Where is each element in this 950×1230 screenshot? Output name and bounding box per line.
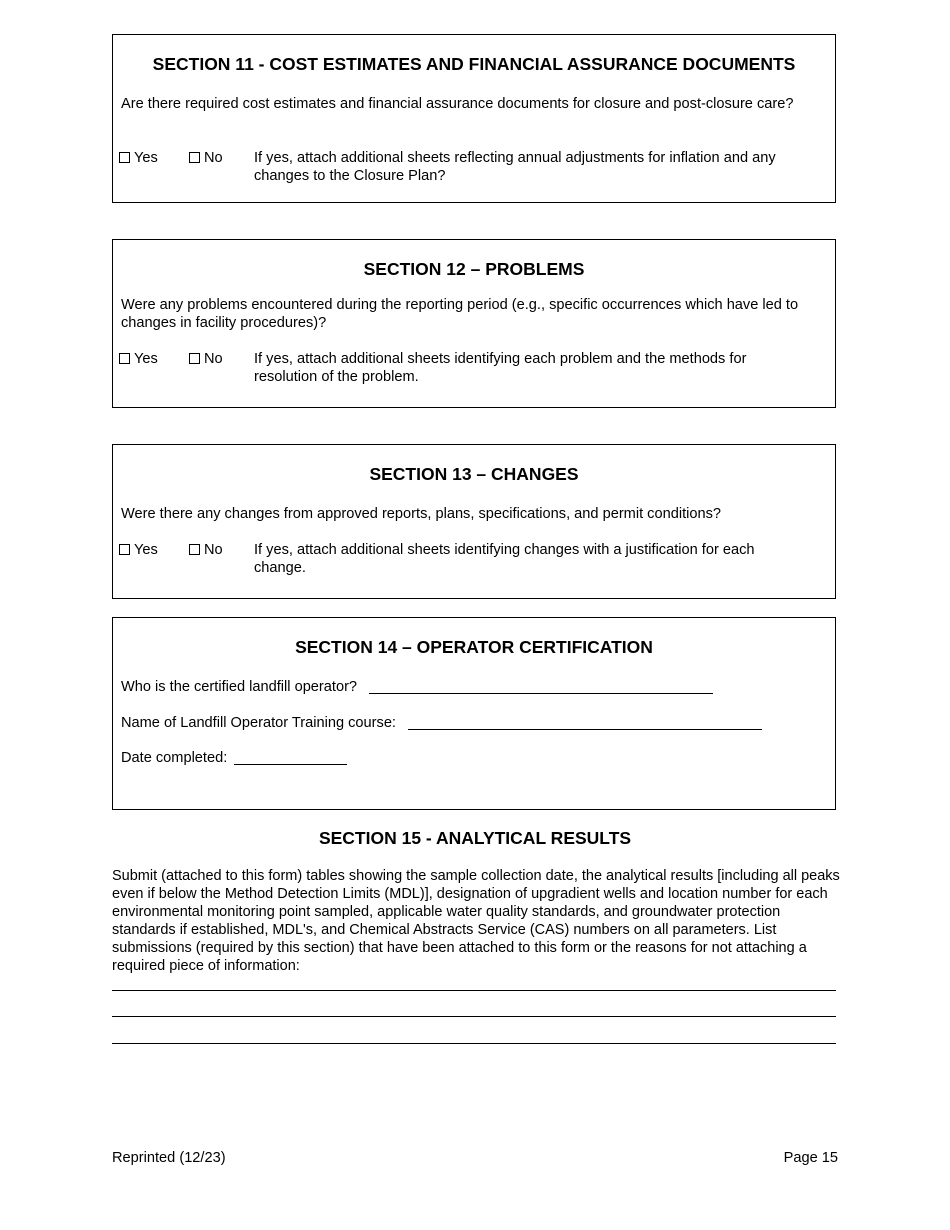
section-13-yes-checkbox[interactable] [119, 544, 130, 555]
section-11-note: If yes, attach additional sheets reflecting annual adjustments for inflation and any changes to the Closure Plan? [254, 150, 776, 184]
yes-label: Yes [134, 150, 158, 166]
section-12-no-checkbox[interactable] [189, 353, 200, 364]
section-15-body: Submit (attached to this form) tables showing the sample collection date, the analytical results [including all peaks even if below the Method Detection Limits (MDL)], designation of upgradient wells and location number for each environmental monitoring point sampled, applicable water quality standards, and groundwater protection standards if established, MDL's, and Chemical Abstracts Service (CAS) numbers on all parameters. List submissions (required by this section) that have been attached to this form or the reasons for not attaching a required piece of information: [112, 868, 840, 974]
course-row [121, 714, 762, 732]
footer-reprint-date: Reprinted (12/23) [112, 1150, 226, 1166]
course-label: Name of Landfill Operator Training course: [121, 715, 396, 731]
section-11-box [112, 34, 836, 203]
operator-input-line[interactable] [369, 679, 713, 694]
yes-label: Yes [134, 351, 158, 367]
date-input-line[interactable] [234, 750, 347, 765]
section-13-no-checkbox[interactable] [189, 544, 200, 555]
section-12-no-option[interactable] [189, 350, 223, 368]
no-label: No [204, 150, 223, 166]
section-13-heading: SECTION 13 – CHANGES [369, 464, 579, 484]
section-11-yes-option[interactable] [119, 149, 158, 167]
yes-label: Yes [134, 542, 158, 558]
section-11-question: Are there required cost estimates and financial assurance documents for closure and post-closure care? [121, 96, 794, 112]
footer-page-number: Page 15 [783, 1150, 838, 1166]
date-label: Date completed: [121, 750, 228, 766]
section-11-no-option[interactable] [189, 149, 223, 167]
section-13-note: If yes, attach additional sheets identifying changes with a justification for each change. [254, 542, 755, 576]
section-13-yes-option[interactable] [119, 541, 158, 559]
section-12-yes-option[interactable] [119, 350, 158, 368]
section-14-heading: SECTION 14 – OPERATOR CERTIFICATION [295, 637, 653, 657]
date-row [121, 749, 347, 767]
section-11-yes-checkbox[interactable] [119, 152, 130, 163]
section-14-box [112, 617, 836, 810]
section-12-yes-checkbox[interactable] [119, 353, 130, 364]
section-13-no-option[interactable] [189, 541, 223, 559]
section-13-question: Were there any changes from approved reports, plans, specifications, and permit conditions? [121, 506, 722, 522]
section-12-heading: SECTION 12 – PROBLEMS [363, 259, 585, 279]
operator-label: Who is the certified landfill operator? [121, 679, 358, 695]
section-11-no-checkbox[interactable] [189, 152, 200, 163]
no-label: No [204, 351, 223, 367]
section-11-heading: SECTION 11 - COST ESTIMATES AND FINANCIAL ASSURANCE DOCUMENTS [152, 54, 796, 74]
response-line-2[interactable] [112, 1016, 836, 1017]
section-12-question: Were any problems encountered during the reporting period (e.g., specific occurrences which have led to changes in facility procedures)? [121, 297, 799, 331]
operator-row [121, 678, 713, 696]
response-line-1[interactable] [112, 990, 836, 991]
section-12-note: If yes, attach additional sheets identifying each problem and the methods for resolution of the problem. [254, 351, 747, 385]
response-line-3[interactable] [112, 1043, 836, 1044]
section-12-box [112, 239, 836, 408]
course-input-line[interactable] [408, 715, 762, 730]
section-13-box [112, 444, 836, 599]
section-15-heading: SECTION 15 - ANALYTICAL RESULTS [318, 828, 632, 848]
no-label: No [204, 542, 223, 558]
